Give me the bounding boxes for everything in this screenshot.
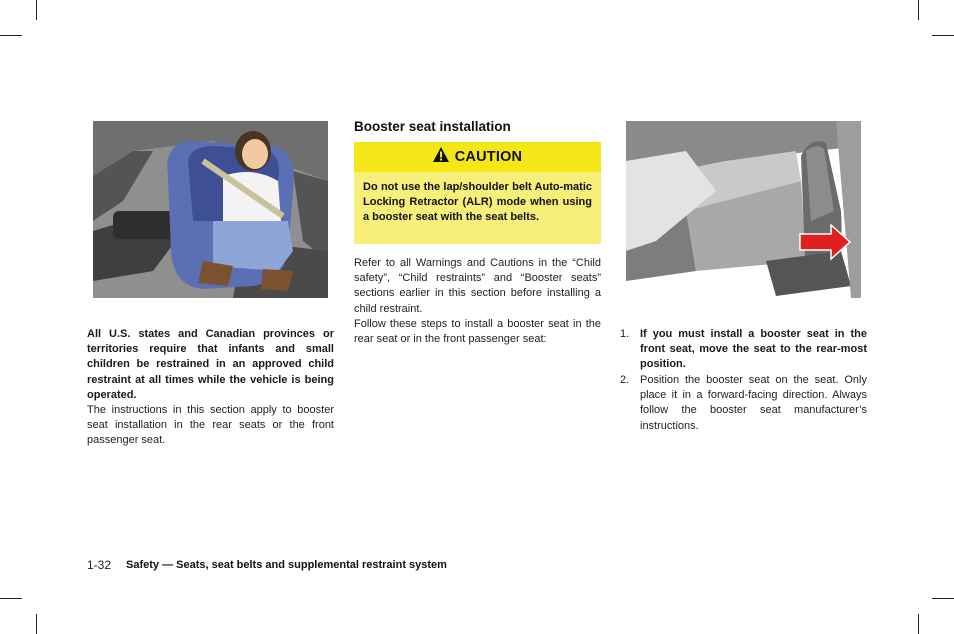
step-text: Position the booster seat on the seat. Only place it in a forward-facing direction. Always follow the booster seat manufacturer’s instructions. bbox=[640, 374, 867, 432]
warning-triangle-icon bbox=[433, 147, 449, 167]
section-heading: Booster seat installation bbox=[354, 119, 511, 134]
instructions-scope-text: The instructions in this section apply to booster seat installation in the rear seats or the front passenger seat. bbox=[87, 404, 334, 447]
crop-mark bbox=[918, 614, 919, 634]
crop-mark bbox=[932, 35, 954, 36]
installation-intro-text: Follow these steps to install a booster seat in the rear seat or in the front passenger seat: bbox=[354, 318, 601, 346]
page-number: 1-32 bbox=[87, 558, 112, 572]
step-text: If you must install a booster seat in the front seat, move the seat to the rear-most position. bbox=[640, 328, 867, 371]
step-number: 1. bbox=[620, 328, 630, 340]
caution-text: Do not use the lap/shoulder belt Auto-matic Locking Retractor (ALR) mode when using a booster seat with the seat belts. bbox=[363, 181, 592, 224]
child-in-booster-seat-illustration bbox=[93, 121, 328, 298]
crop-mark bbox=[36, 614, 37, 634]
list-item bbox=[620, 327, 867, 373]
warnings-reference-text: Refer to all Warnings and Cautions in the “Child safety”, “Child restraints” and “Booster seats” sections earlier in this section before installing a child restraint. bbox=[354, 257, 601, 315]
crop-mark bbox=[932, 598, 954, 599]
caution-title: CAUTION bbox=[454, 149, 523, 165]
crop-mark bbox=[918, 0, 919, 20]
crop-mark bbox=[0, 35, 22, 36]
list-item bbox=[620, 373, 867, 435]
caution-header bbox=[354, 142, 601, 172]
footer-section-title: Safety — Seats, seat belts and supplemental restraint system bbox=[126, 559, 447, 571]
front-seat-moved-rearward-illustration bbox=[626, 121, 861, 298]
step-number: 2. bbox=[620, 374, 630, 386]
crop-mark bbox=[0, 598, 22, 599]
caution-box bbox=[354, 142, 601, 244]
crop-mark bbox=[36, 0, 37, 20]
legal-requirement-text: All U.S. states and Canadian provinces or territories require that infants and small children be restrained in an approved child restraint at all times while the vehicle is being operated. bbox=[87, 328, 334, 401]
